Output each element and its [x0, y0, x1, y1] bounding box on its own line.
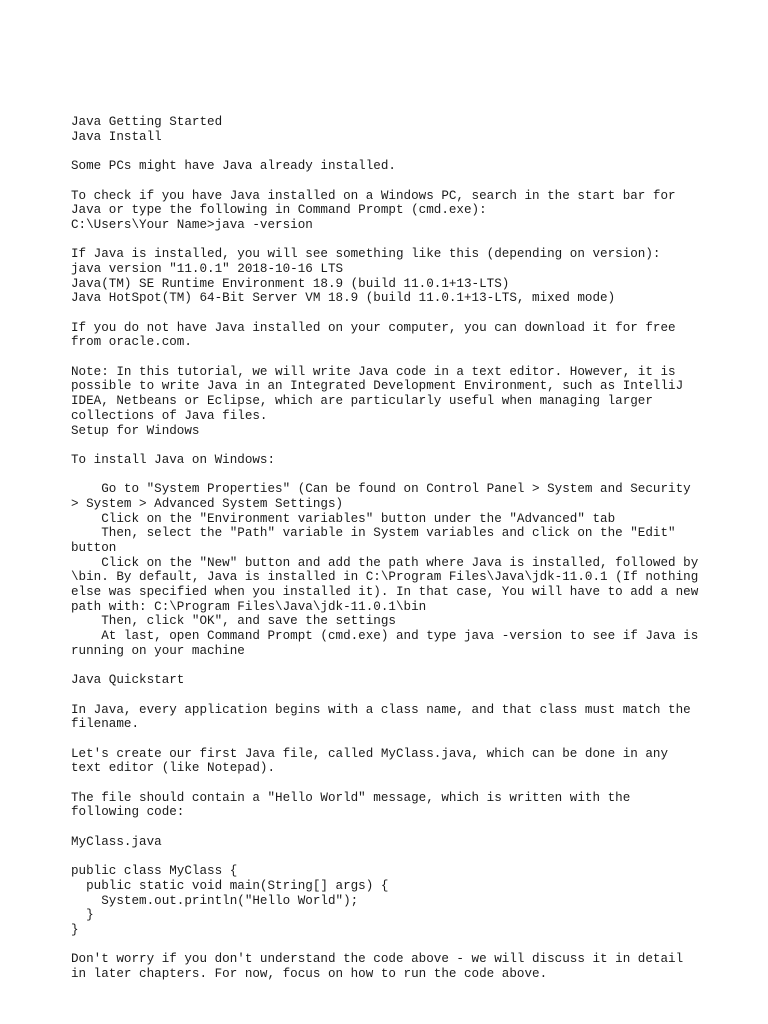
- document-line: \bin. By default, Java is installed in C:\Program Files\Java\jdk-11.0.1 (If nothing: [71, 570, 699, 585]
- document-line: java version "11.0.1" 2018-10-16 LTS: [71, 261, 344, 276]
- document-line: Some PCs might have Java already installed.: [71, 159, 396, 174]
- document-line: Then, select the "Path" variable in System variables and click on the "Edit": [71, 526, 676, 541]
- document-line: [71, 820, 711, 835]
- document-line: running on your machine: [71, 643, 245, 658]
- document-line: [71, 144, 711, 159]
- document-line: }: [71, 908, 94, 923]
- document-line: filename.: [71, 717, 140, 732]
- document-line: Then, click "OK", and save the settings: [71, 614, 396, 629]
- document-line: Java or type the following in Command Prompt (cmd.exe):: [71, 203, 487, 218]
- document-line: > System > Advanced System Settings): [71, 496, 344, 511]
- document-line: Go to "System Properties" (Can be found on Control Panel > System and Security: [71, 482, 691, 497]
- document-body: [71, 71, 711, 982]
- document-line: Click on the "New" button and add the path where Java is installed, followed by: [71, 555, 699, 570]
- document-line: Click on the "Environment variables" button under the "Advanced" tab: [71, 511, 616, 526]
- document-line: Java Quickstart: [71, 673, 185, 688]
- document-line: In Java, every application begins with a class name, and that class must match the: [71, 702, 691, 717]
- document-line: Java(TM) SE Runtime Environment 18.9 (build 11.0.1+13-LTS): [71, 276, 510, 291]
- document-line: At last, open Command Prompt (cmd.exe) and type java -version to see if Java is: [71, 629, 699, 644]
- document-line: If you do not have Java installed on your computer, you can download it for free: [71, 320, 676, 335]
- document-line: [71, 938, 711, 953]
- document-line: [71, 659, 711, 674]
- document-line: Java Install: [71, 129, 162, 144]
- document-line: [71, 688, 711, 703]
- document-line: Let's create our first Java file, called MyClass.java, which can be done in any: [71, 746, 669, 761]
- document-line: IDEA, Netbeans or Eclipse, which are particularly useful when managing larger: [71, 394, 653, 409]
- document-line: path with: C:\Program Files\Java\jdk-11.0.1\bin: [71, 599, 427, 614]
- document-line: following code:: [71, 805, 185, 820]
- document-line: Setup for Windows: [71, 423, 200, 438]
- document-line: Java Getting Started: [71, 115, 223, 130]
- document-line: button: [71, 541, 117, 556]
- document-line: Don't worry if you don't understand the code above - we will discuss it in detail: [71, 952, 684, 967]
- document-line: in later chapters. For now, focus on how to run the code above.: [71, 966, 548, 981]
- document-line: [71, 350, 711, 365]
- document-line: To install Java on Windows:: [71, 452, 276, 467]
- document-line: C:\Users\Your Name>java -version: [71, 217, 313, 232]
- document-line: [71, 233, 711, 248]
- document-line: text editor (like Notepad).: [71, 761, 276, 776]
- document-line: }: [71, 922, 79, 937]
- document-line: [71, 732, 711, 747]
- document-line: System.out.println("Hello World");: [71, 893, 359, 908]
- document-line: [71, 306, 711, 321]
- document-line: possible to write Java in an Integrated Development Environment, such as IntelliJ: [71, 379, 684, 394]
- document-line: public static void main(String[] args) {: [71, 878, 389, 893]
- document-line: If Java is installed, you will see something like this (depending on version):: [71, 247, 661, 262]
- document-line: from oracle.com.: [71, 335, 192, 350]
- document-line: [71, 174, 711, 189]
- document-line: collections of Java files.: [71, 408, 268, 423]
- document-line: Note: In this tutorial, we will write Java code in a text editor. However, it is: [71, 364, 676, 379]
- document-line: [71, 468, 711, 483]
- document-line: Java HotSpot(TM) 64-Bit Server VM 18.9 (build 11.0.1+13-LTS, mixed mode): [71, 291, 616, 306]
- document-line: [71, 776, 711, 791]
- document-line: [71, 849, 711, 864]
- document-line: The file should contain a "Hello World" message, which is written with the: [71, 790, 631, 805]
- document-line: else was specified when you installed it). In that case, You will have to add a new: [71, 585, 699, 600]
- document-line: To check if you have Java installed on a Windows PC, search in the start bar for: [71, 188, 676, 203]
- document-line: [71, 438, 711, 453]
- document-line: public class MyClass {: [71, 864, 238, 879]
- document-line: MyClass.java: [71, 834, 162, 849]
